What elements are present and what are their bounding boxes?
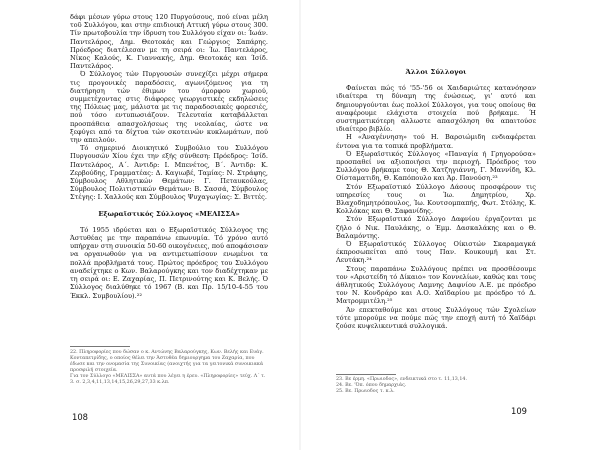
book-spine bbox=[299, 0, 301, 450]
right-paragraph: Στους παραπάνω Συλλόγους πρέπει να προσθέσουμε τον «Αριστείδη τό Δίκαιο» τον Κοννελίων, καθώς και τους άθλητικούς Συλλόγους Λαμνης Δαφνίου Α.Ε. με πρόεδρο τον Ν. Κονδράρο και Α.Ο. Χαϊδαρίου με πρόεδρο τό Δ. Ματρομμιτέλη.²⁵ bbox=[336, 264, 536, 306]
right-paragraph: Ό Εξωραϊστικός Σύλλογος «Παναγία ή Γρηγορούσα» προσπαθεί να αξιοποιήσει την περιοχή. Πρόεδρος του Συλλόγου βρήκαμε τους Θ. Χατζηγιάννη, Γ. Μαννίδη, Κλ. Οίσταματιδη, Θ. Καπόπουλο και Άρ. Πανούση.²³ bbox=[336, 149, 536, 183]
right-paragraph: Στόν Εξωραϊστικό Σύλλογο Δάσους προσφέρουν τις υπηρεσίες τους οι Ίω. Δημητρίου, Χρ. Βλαχοδημητρόπουλος, Ίω. Κουτσομπαπής, Φωτ. Στόλης, Κ. Κολλόκας και Θ. Σαφανίδης. bbox=[336, 182, 536, 216]
footnote: 22. Πληροφορίες που δώσαν ο κ. Αντώνης Βαλαρούγκης, Κων. Βελής και Ευάγ. Κονταπετρίδης, ο οποίος θέλει την Άστυθέα δημιουργημα του Ζαχαρία, που έδωσε και την ονομασία της Συνοικίας (ανοιχτής για τα γειτονικά συνοικιακά προσφιλή στοιχεία. bbox=[70, 350, 264, 373]
right-paragraph: Άν επεκταθούμε και στους Συλλόγους τών Σχολείων τότε μπορούμε να πούμε πώς την εποχή αυτή τό Χαϊδάρι ζούσε κυψελικεντικά συλλογικά. bbox=[336, 305, 536, 331]
section-heading-melissa: Εξωραϊστικός Σύλλογος «ΜΕΛΙΣΣΑ» bbox=[98, 209, 240, 218]
footnote: Για τον Σύλλογο «ΜΕΛΙΣΣΑ» αυτά που λέγει η έρευ. «Πληροφορίες» τεύχ. Λ΄ τ. 3. σ. 2,3,4,11,13,14,15,26,29,27,33 κ.λπ. bbox=[70, 374, 266, 385]
footnote: 24. Βε. 'Όπ. όπου δημαρχιάς. bbox=[336, 383, 407, 388]
left-paragraph: Τό σημερινό Διοικητικό Συμβούλιο του Συλλόγου Πυργουσών Χίου έχει την εξής σύνθεση: Πρόεδρος: Ίσίδ. Παντελάρος, Α΄. Άντιδρ: Ι. Μπενέτος, Β΄. Άντιδρ: Κ. Ζερβούδης, Γραμματέας: Δ. Καγιωβέ, Ταμίας: Ν. Στράφης, Σύμβουλος Αθλητικών Θεμάτων: Γ. Πεταυκούλας, Σύμβουλος Πολιτιστικών Θεμάτων: Β. Σασσά, Σύμβουλος Στέγης: Ι. Χαλλούς και Σύμβουλος Ψυχαγωγίας: Σ. Βιττές. bbox=[70, 144, 268, 202]
footnote: 23. Βε έρμη. «Πρωιοδος», ενδεικτικά στο τ. 11,13,14. bbox=[336, 377, 467, 382]
page-number-left: 108 bbox=[72, 412, 88, 422]
left-paragraph: Τό 1955 ιδρύεται και ο Εξωραϊστικός Σύλλογος της Άστυθέας με την παραπάνω επωνυμία. Τό χρόνο αυτό υπήρχαν στη συνοικία 50-60 οικογένειες, πού αποφάσισαν να οργανωθούν για να αντιμετωπίσουν ενωμένοι τα πολλά προβλήματά τους. Πρώτος πρόεδρος του Συλλόγου αναδείχτηκε ο Κων. Βαλαρούγκης και τον διαδέχτηκαν με τη σειρά οι: Ε. Ζαχαρίας, Π. Πετρινούτης και Κ. Βελής. Ό Σύλλογος διαλύθηκε τό 1967 (Β. και Πρ. 15/10-4-55 του Έκκλ. Συμβουλίου).²² bbox=[70, 225, 268, 300]
right-page-body bbox=[336, 68, 536, 330]
page-number-right: 109 bbox=[511, 406, 527, 416]
left-paragraph: δάφι μέσων γύρω στους 120 Πυργούσους, πού είναι μέλη τοῦ Συλλόγου, και στην επιδιοική Αττική γύρω στους 300. Τίν πρωτοβουλία την ίδρυση του Συλλόγου είχαν οι: Ίωάν. Παντελάρος, Δημ. Θεοτοκάς και Γεώργιος Σαπάρης. Πρόεδρος διατέλεσαν με τη σειρά οι: Ίω. Παντελάρος, Νίκος Καλούς, Κ. Γιαννακής, Δημ. Θεοτοκάς και Ίσίδ. Παντελάρος. bbox=[70, 13, 268, 71]
footnote-divider bbox=[70, 346, 130, 347]
left-footnotes bbox=[70, 350, 268, 386]
right-paragraph: Ό Εξωραϊστικός Σύλλογος Οίκιστών Σκαραμαγκά έκπροσωπείται από τους Παν. Κουκουμή και Στ. Λευτάκη.²⁴ bbox=[336, 240, 536, 265]
right-footnotes bbox=[336, 377, 516, 395]
footnote: 25. Βε. Πρωιοδος τ. κ.λ. bbox=[336, 389, 395, 394]
footnote-divider bbox=[336, 374, 396, 375]
right-paragraph: Η «Άναγέννηση» τού Η. Βαρσιώμιδη ενδιαφέρεται έντονα για τα τοπικά προβλήματα. bbox=[336, 133, 536, 150]
left-paragraph: Ό Σύλλογος τών Πυργουσών συνεχίζει μέχρι σήμερα τις προγονικές παραδόσεις, αγωνιζόμενος για τη διατήρηση τών έθιμων του όμορφου χωριού, συμμετέχοντας στις διάφορες γεωργιστικές εκδηλώσεις της Πόλεως μας, μάλιστα με τις παραδοσιακές φορεσιές, πού τόσο εντυπωσιάζουν. Τελευταία καταβάλλεται προσπάθεια απασχολήσεως της νεολαίας, ώστε να ξεφύγει από τα δίχτυα τών σκοτεινών κυκλωμάτων, πού την απειλούν. bbox=[70, 70, 268, 145]
section-heading-other-clubs: Άλλοι Σύλλογοι bbox=[405, 68, 467, 76]
right-paragraph: Στόν Εξωραϊστικό Σύλλογο Δαφνίου έργαζονται με ζήλο ό Νικ. Παυλάκης, ο Έμμ. Δασκαλάκης και ο Θ. Βαλαμόντης. bbox=[336, 215, 536, 240]
left-page-body bbox=[70, 13, 268, 300]
right-paragraph: Φαίνεται πώς τό '55-'56 οι Χαιδαριώτες κατανόησαν ιδιαίτερα τη δύναμη της ένώσεως, γι' αυτό και δημιουργούνται έως πολλοί Σύλλογοι, για τους οποίους θα αναφέρουμε ελάχιστα στοιχεία πού βρήκαμε. Ή συστηματικότερη αλλωστε απασχόληση θα απαιτούσε ιδιαίτερο βιβλίο. bbox=[336, 84, 536, 134]
